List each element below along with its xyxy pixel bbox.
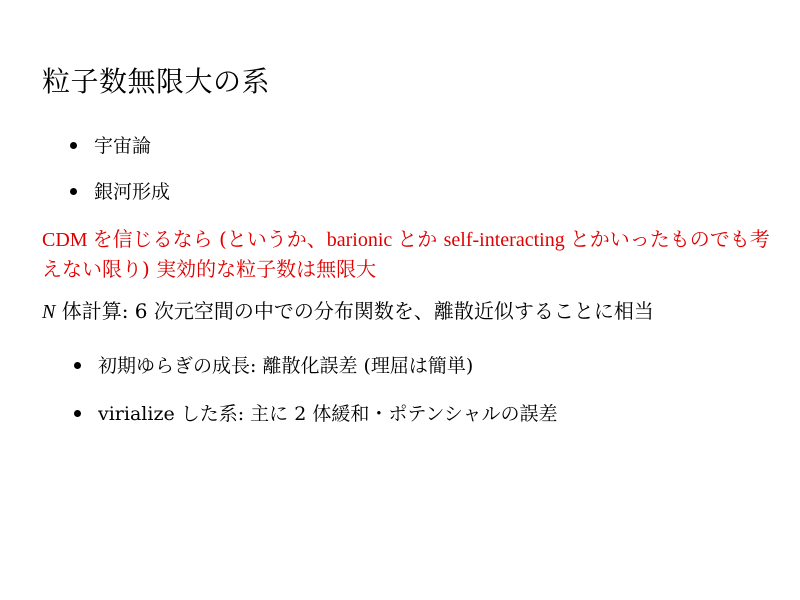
paragraph-segment: self-interacting — [443, 229, 570, 252]
red-paragraph-block — [42, 225, 770, 283]
list-item — [68, 180, 770, 206]
top-bullet-list — [68, 134, 770, 205]
bullet-dot-icon — [74, 362, 81, 369]
bullet-dot-icon — [70, 188, 77, 195]
list-item-label: virialize した系: 主に 2 体緩和・ポテンシャルの誤差 — [98, 403, 558, 426]
list-item-label: 宇宙論 — [94, 135, 152, 157]
page-title: 粒子数無限大の系 — [42, 65, 271, 98]
list-item — [72, 402, 770, 428]
list-item-label: 初期ゆらぎの成長: 離散化誤差 (理屈は簡単) — [98, 355, 474, 378]
list-item — [68, 134, 770, 160]
list-item — [72, 354, 770, 380]
paragraph-segment: とかいったものでも考えない限り) 実効的な粒子数は無限大 — [42, 227, 770, 281]
bullet-dot-icon — [74, 410, 81, 417]
paragraph-segment: CDM — [42, 229, 93, 252]
paragraph-segment: とか — [397, 227, 444, 252]
paragraph-segment: を信じるなら — [92, 227, 219, 252]
paragraph-segment: N — [42, 301, 56, 324]
paragraph-segment: (というか、 — [218, 227, 327, 252]
list-item-label: 銀河形成 — [94, 180, 171, 203]
paragraph-cdm — [42, 225, 770, 283]
paragraph-nbody — [42, 297, 770, 326]
bullet-dot-icon — [70, 142, 77, 149]
paragraph-segment: barionic — [326, 229, 398, 252]
paragraph-segment: 体計算: 6 次元空間の中での分布関数を、離散近似することに相当 — [55, 299, 654, 324]
bottom-bullet-list — [72, 354, 770, 427]
